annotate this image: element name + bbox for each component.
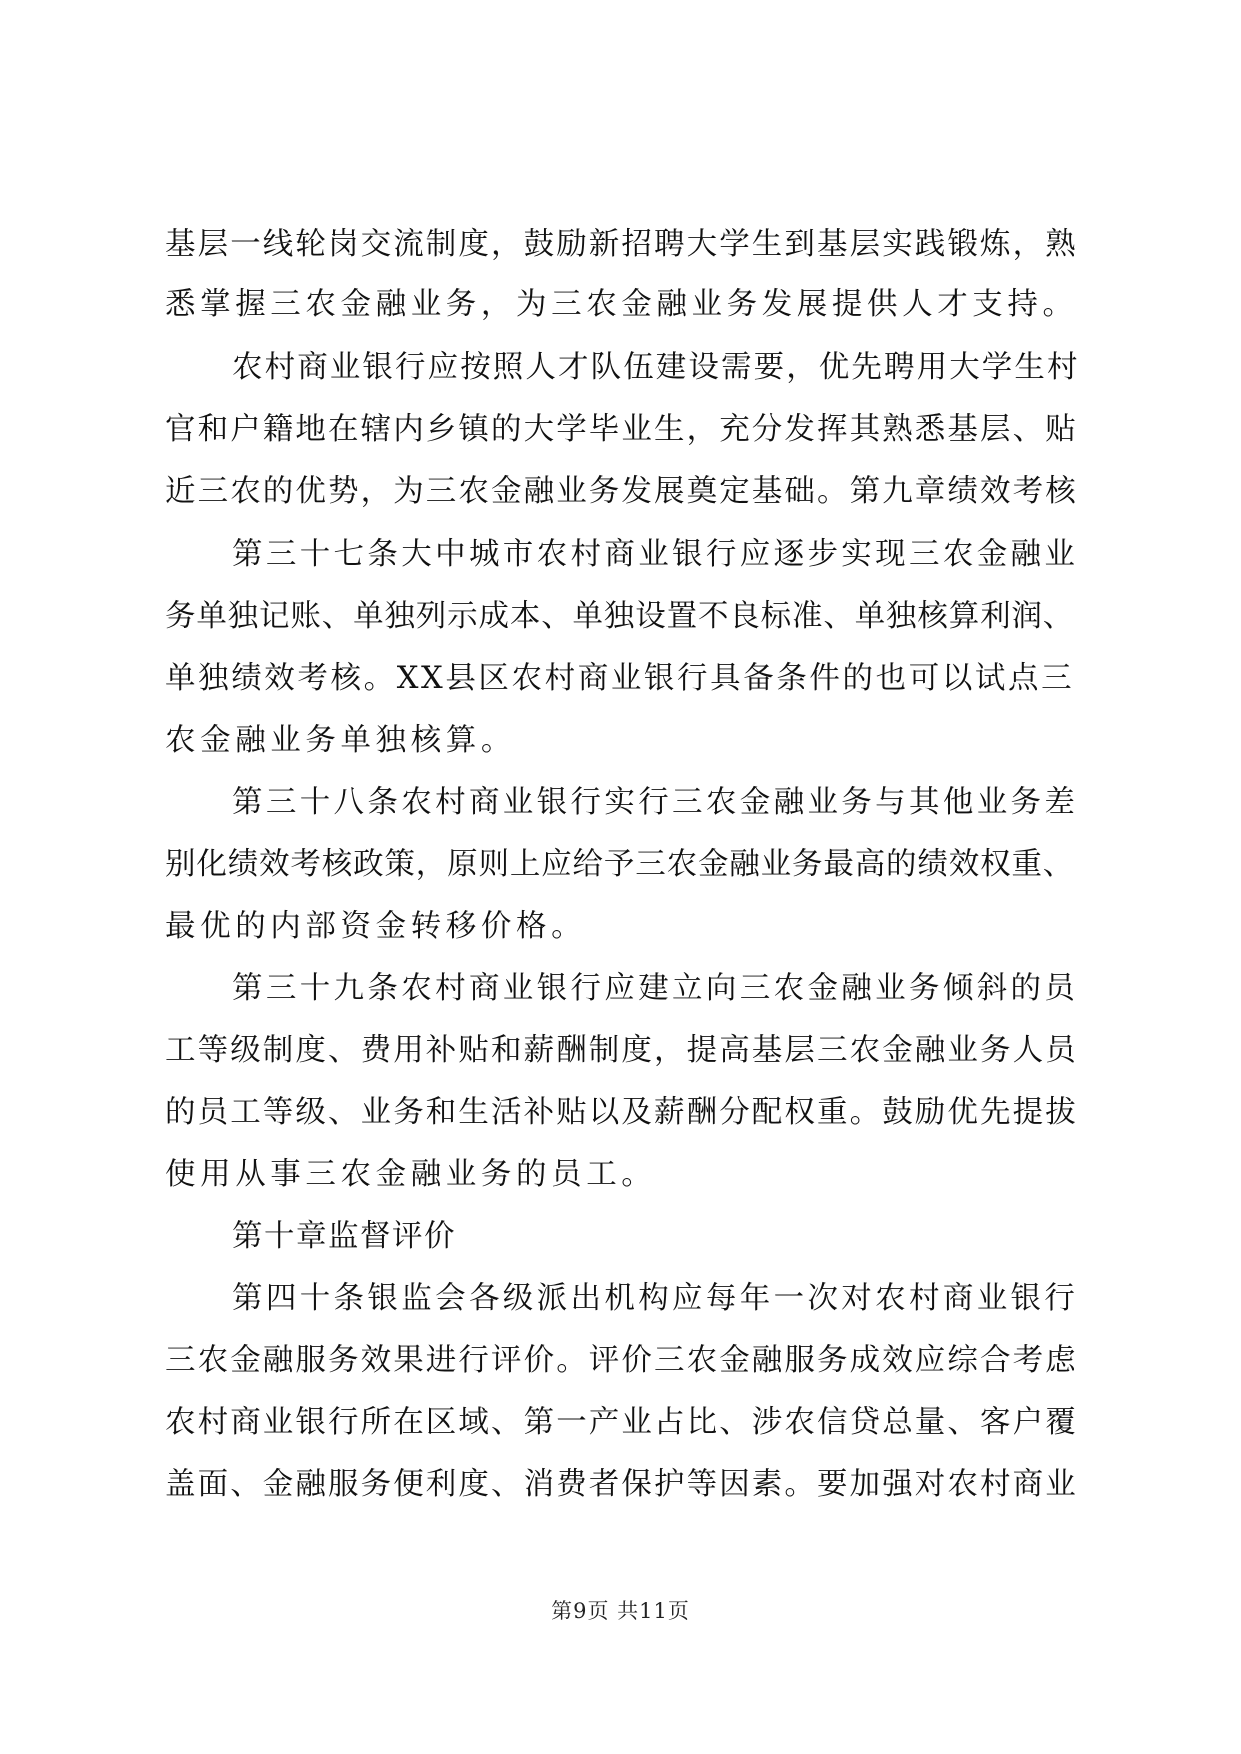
- text-line: 基层一线轮岗交流制度，鼓励新招聘大学生到基层实践锻炼，熟: [165, 227, 1078, 262]
- text-line: 第三十七条大中城市农村商业银行应逐步实现三农金融业: [232, 537, 1079, 572]
- text-line: 三农金融服务效果进行评价。评价三农金融服务成效应综合考虑: [165, 1343, 1078, 1378]
- text-line: 单独绩效考核。XX县区农村商业银行具备条件的也可以试点三: [165, 661, 1075, 696]
- text-line: 最优的内部资金转移价格。: [165, 909, 587, 944]
- text-line: 的员工等级、业务和生活补贴以及薪酬分配权重。鼓励优先提拔: [165, 1095, 1078, 1130]
- text-line: 盖面、金融服务便利度、消费者保护等因素。要加强对农村商业: [165, 1467, 1078, 1502]
- text-line: 第三十九条农村商业银行应建立向三农金融业务倾斜的员: [232, 971, 1079, 1006]
- text-line: 第三十八条农村商业银行实行三农金融业务与其他业务差: [232, 785, 1079, 820]
- chapter-heading: 第十章监督评价: [232, 1219, 456, 1254]
- text-line: 农金融业务单独核算。: [165, 723, 516, 758]
- text-line: 工等级制度、费用补贴和薪酬制度，提高基层三农金融业务人员: [165, 1033, 1078, 1068]
- text-line: 农村商业银行应按照人才队伍建设需要，优先聘用大学生村: [232, 350, 1080, 385]
- text-line: 第四十条银监会各级派出机构应每年一次对农村商业银行: [232, 1281, 1079, 1316]
- text-line: 官和户籍地在辖内乡镇的大学毕业生，充分发挥其熟悉基层、贴: [165, 412, 1078, 447]
- text-line: 务单独记账、单独列示成本、单独设置不良标准、单独核算利润、: [165, 599, 1075, 634]
- text-line: 别化绩效考核政策，原则上应给予三农金融业务最高的绩效权重、: [165, 847, 1075, 882]
- text-line: 农村商业银行所在区域、第一产业占比、涉农信贷总量、客户覆: [165, 1405, 1078, 1440]
- text-line: 悉掌握三农金融业务，为三农金融业务发展提供人才支持。: [165, 287, 1078, 322]
- page-number: 第9页 共11页: [551, 1599, 690, 1623]
- text-line: 使用从事三农金融业务的员工。: [165, 1157, 657, 1192]
- text-line: 近三农的优势，为三农金融业务发展奠定基础。第九章绩效考核: [165, 474, 1078, 509]
